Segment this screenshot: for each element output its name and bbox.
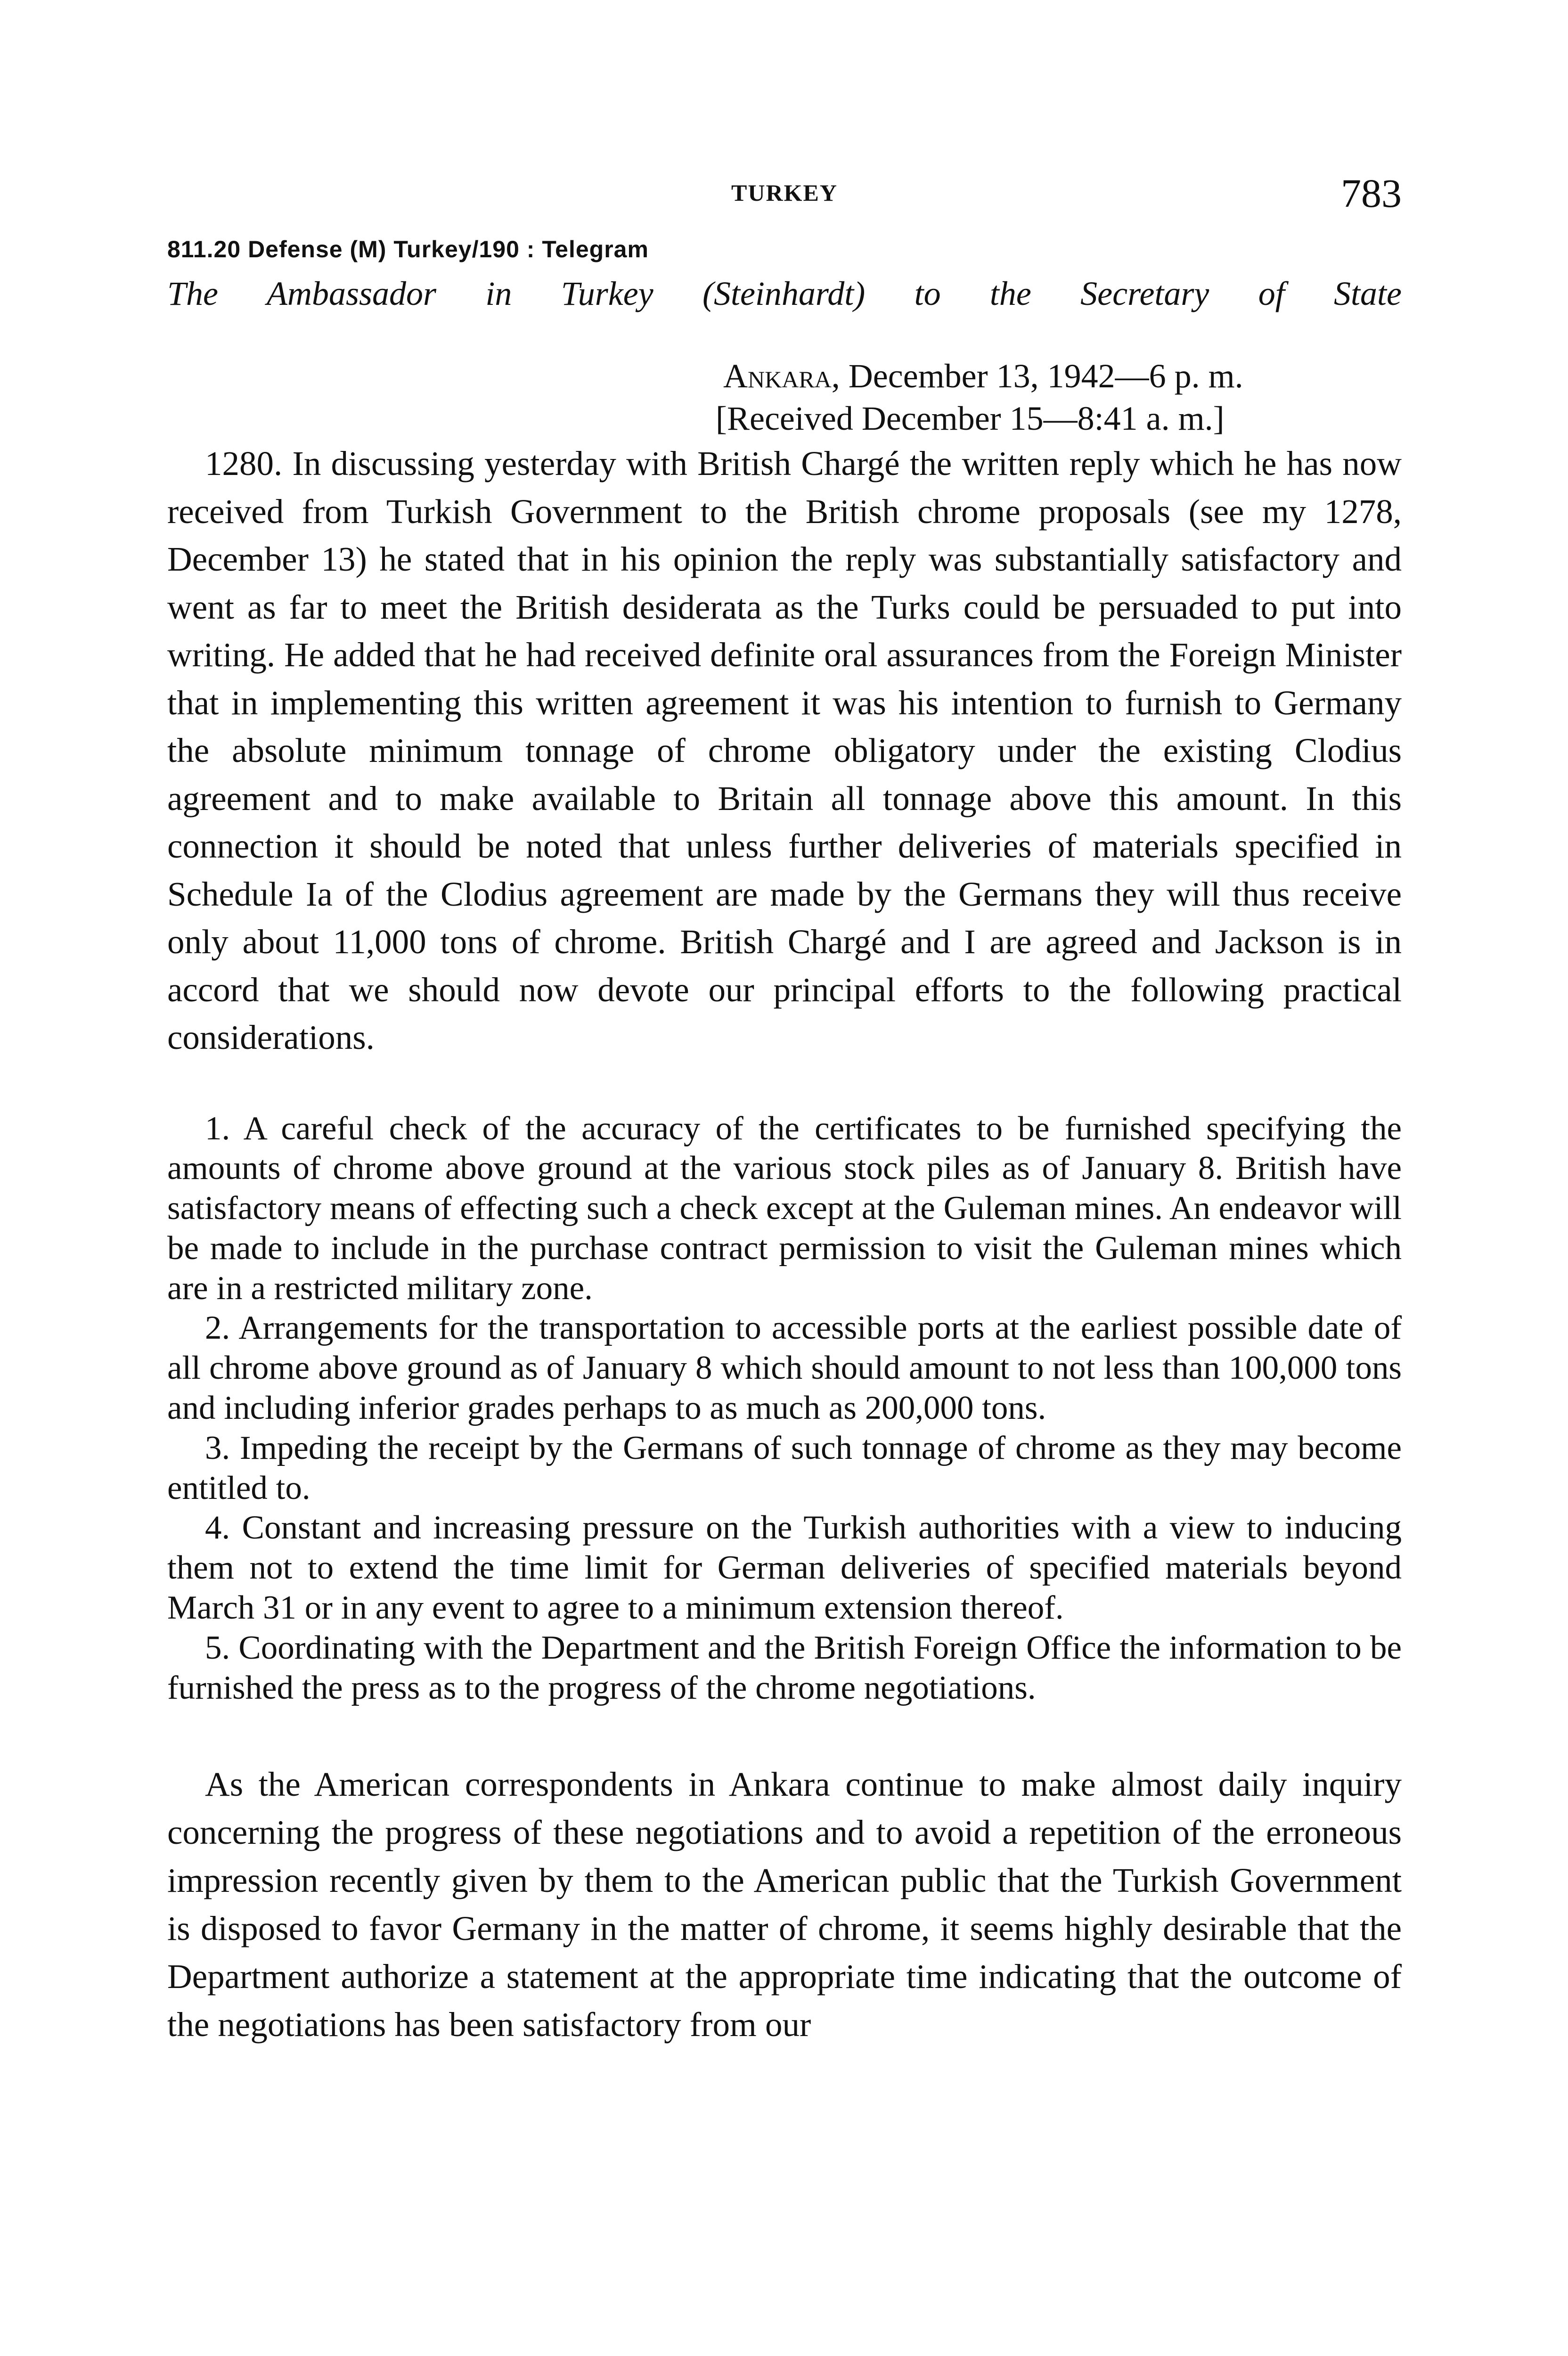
list-item: 1. A careful check of the accuracy of the certificates to be furnished specifying the amounts of chrome above ground at the various stock piles as of January 8. British have satisfactory means of effecting such a check except at the Guleman mines. An endeavor will be made to include in the purchase contract permission to visit the Guleman mines which are in a restricted military zone. <box>167 1110 1402 1307</box>
telegram-number: 1280. <box>205 444 283 483</box>
document-title: The Ambassador in Turkey (Steinhardt) to the Secretary of State <box>167 275 1402 312</box>
document-page <box>167 170 1402 2049</box>
list-item: 5. Coordinating with the Department and the British Foreign Office the information to be furnished the press as to the progress of the chrome negotiations. <box>167 1629 1402 1706</box>
list-item: 3. Impeding the receipt by the Germans of such tonnage of chrome as they may become entitled to. <box>167 1429 1402 1506</box>
list-item: 2. Arrangements for the transportation to accessible ports at the earliest possible date of all chrome above ground as of January 8 which should amount to not less than 100,000 tons and including inferior grades perhaps to as much as 200,000 tons. <box>167 1309 1402 1427</box>
page-number: 783 <box>1341 171 1402 216</box>
dateline-sent-time: December 13, 1942—6 p. m. <box>848 357 1243 395</box>
running-head: TURKEY <box>731 180 838 206</box>
opening-paragraph <box>167 440 1402 1062</box>
dateline-received: [Received December 15—8:41 a. m.] <box>716 400 1225 437</box>
dateline <box>716 355 1402 440</box>
considerations-list <box>167 1109 1402 1708</box>
telegram-body <box>167 440 1402 1062</box>
dateline-sent <box>723 355 1402 397</box>
opening-paragraph-text: In discussing yesterday with British Chargé the written reply which he has now received from Turkish Government to the British chrome proposals (see my 1278, December 13) he stated that in his opinion the reply was substantially satisfactory and went as far to meet the British desiderata as the Turks could be persuaded to put into writing. He added that he had received definite oral assurances from the Foreign Minister that in implementing this written agreement it was his intention to furnish to Germany the absolute minimum tonnage of chrome obligatory under the existing Clodius agreement and to make available to Britain all tonnage above this amount. In this connection it should be noted that unless further deliveries of materials specified in Schedule Ia of the Clodius agreement are made by the Germans they will thus receive only about 11,000 tons of chrome. British Chargé and I are agreed and Jackson is in accord that we should now devote our principal efforts to the following practical considerations. <box>167 444 1402 1056</box>
page-header <box>167 170 1402 221</box>
list-item: 4. Constant and increasing pressure on the Turkish authorities with a view to inducing them not to extend the time limit for German deliveries of specified materials beyond March 31 or in any event to agree to a minimum extension thereof. <box>167 1509 1402 1627</box>
file-reference: 811.20 Defense (M) Turkey/190 : Telegram <box>167 236 649 262</box>
dateline-place: Ankara, <box>723 357 840 395</box>
closing-paragraph: As the American correspondents in Ankara continue to make almost daily inquiry concerning the progress of these negotiations and to avoid a repetition of the erroneous impression recently given by them to the American public that the Turkish Government is disposed to favor Germany in the matter of chrome, it seems highly desirable that the Department authorize a statement at the appropriate time indicating that the outcome of the negotiations has been satisfactory from our <box>167 1765 1402 2044</box>
